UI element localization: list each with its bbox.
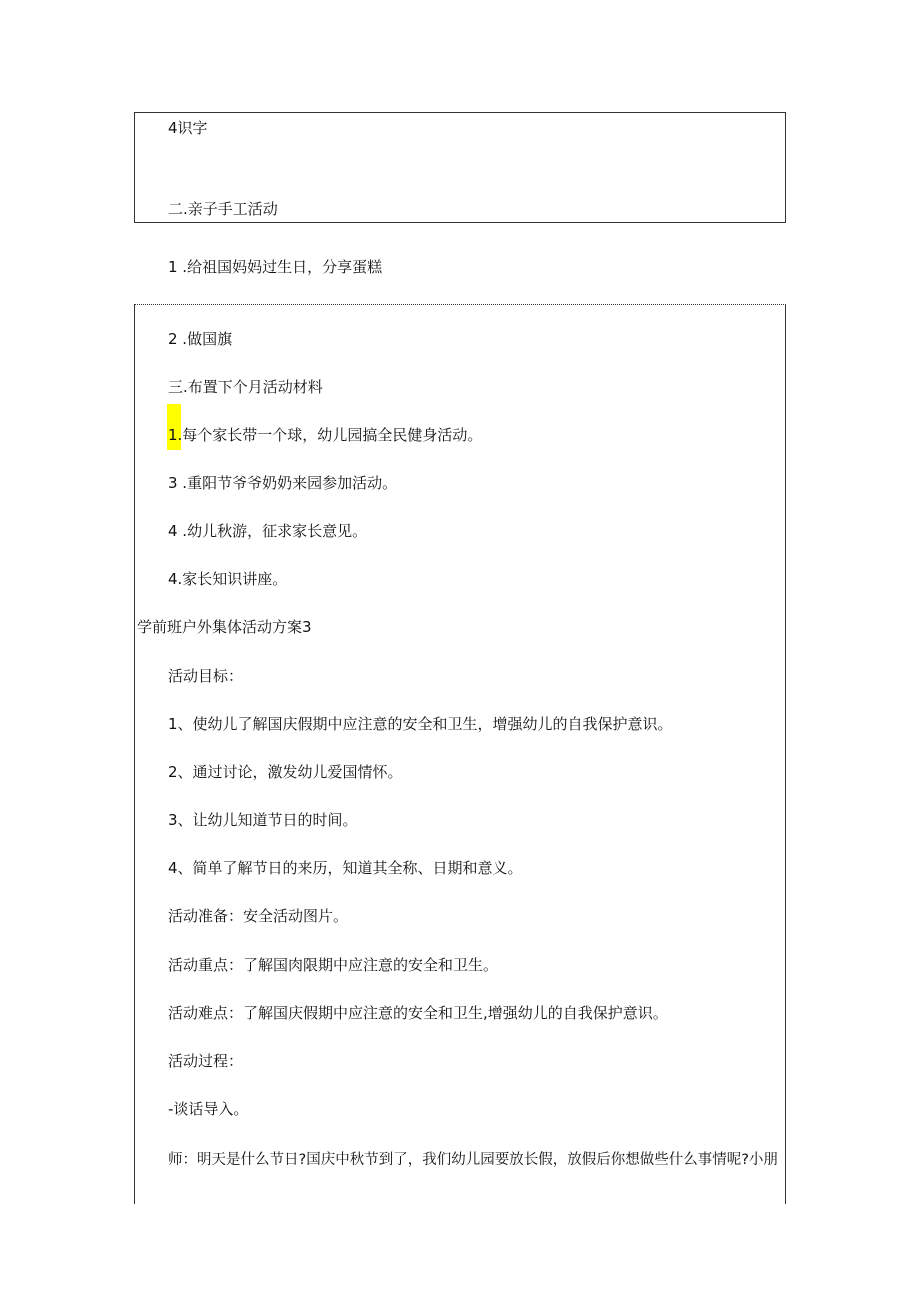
text-line: 4 .幼儿秋游，征求家长意见。 <box>168 522 368 540</box>
section-title: 学前班户外集体活动方案3 <box>137 618 312 636</box>
text-line: 4、简单了解节日的来历，知道其全称、日期和意义。 <box>168 859 523 877</box>
text-line: 3、让幼儿知道节日的时间。 <box>168 811 358 829</box>
text-line: 二.亲子手工活动 <box>168 200 278 218</box>
text-line: 师：明天是什么节日?国庆中秋节到了，我们幼儿园要放长假，放假后你想做些什么事情呢?小朋 <box>168 1152 778 1168</box>
text-line: 1.每个家长带一个球，幼儿园搞全民健身活动。 <box>168 426 483 444</box>
text-line: 4识字 <box>168 119 208 137</box>
text-line: 2 .做国旗 <box>168 330 233 348</box>
text-line: 活动重点：了解国肉限期中应注意的安全和卫生。 <box>168 956 499 974</box>
text-line: 1 .给祖国妈妈过生日，分享蛋糕 <box>168 258 383 276</box>
text-line: 4.家长知识讲座。 <box>168 570 288 588</box>
text-line: 2、通过讨论，激发幼儿爱国情怀。 <box>168 763 403 781</box>
text-line: 活动过程： <box>168 1052 244 1070</box>
text-line: 1、使幼儿了解国庆假期中应注意的安全和卫生，增强幼儿的自我保护意识。 <box>168 715 673 733</box>
text-line: 活动目标： <box>168 667 244 685</box>
text-line: 3 .重阳节爷爷奶奶来园参加活动。 <box>168 474 398 492</box>
text-line: 活动准备：安全活动图片。 <box>168 907 349 925</box>
text-line: 三.布置下个月活动材料 <box>168 378 323 396</box>
text-line: 活动难点：了解国庆假期中应注意的安全和卫生,增强幼儿的自我保护意识。 <box>168 1004 668 1022</box>
text-line: -谈话导入。 <box>168 1100 249 1118</box>
